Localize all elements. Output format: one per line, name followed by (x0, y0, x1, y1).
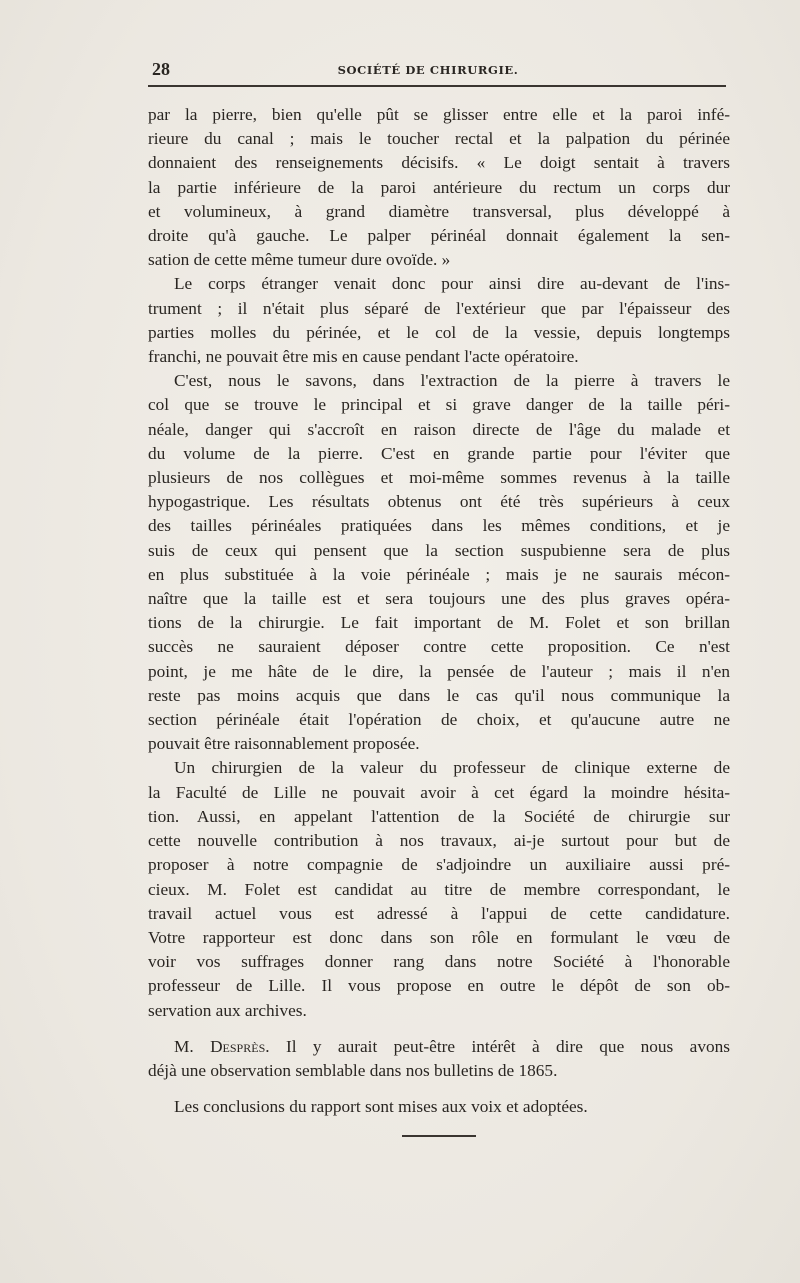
text-line: travail actuel vous est adressé à l'appui de cette candidature. (148, 903, 730, 923)
text-line: tions de la chirurgie. Le fait important de M. Folet et son brillan (148, 613, 730, 633)
text-line: sation de cette même tumeur dure ovoïde. » (148, 250, 451, 270)
remark-text: . Il y aurait peut-être intérêt à dire que nous avons (265, 1036, 730, 1056)
speaker-prefix: M. (174, 1036, 211, 1056)
text-line: cette nouvelle contribution à nos travaux, ai-je surtout pour but de (148, 831, 730, 851)
text-line: hypogastrique. Les résultats obtenus ont été très supérieurs à ceux (148, 492, 730, 512)
paragraph-1 (148, 103, 730, 272)
text-line: Le corps étranger venait donc pour ainsi dire au-devant de l'ins- (174, 274, 730, 294)
text-line: par la pierre, bien qu'elle pût se glisser entre elle et la paroi infé- (148, 105, 730, 124)
despres-remark (148, 1035, 730, 1083)
text-line: proposer à notre compagnie de s'adjoindre un auxiliaire aussi pré- (148, 855, 730, 875)
paragraph-2 (148, 272, 730, 369)
text-line: section périnéale était l'opération de choix, et qu'aucune autre ne (148, 710, 730, 730)
text-line: professeur de Lille. Il vous propose en outre le dépôt de son ob- (148, 976, 730, 996)
text-line: parties molles du périnée, et le col de la vessie, depuis longtemps (148, 322, 730, 342)
text-line: trument ; il n'était plus séparé de l'extérieur que par l'épaisseur des (148, 298, 730, 318)
text-line: voir vos suffrages donner rang dans notre Société à l'honorable (148, 952, 730, 972)
text-line: Les conclusions du rapport sont mises aux voix et adoptées. (174, 1097, 588, 1117)
text-line: néale, danger qui s'accroît en raison directe de l'âge du malade et (148, 419, 730, 439)
text-line: rieure du canal ; mais le toucher rectal et la palpation du périnée (148, 129, 730, 149)
text-line: pouvait être raisonnablement proposée. (148, 734, 420, 754)
text-line: col que se trouve le principal et si grave danger de la taille péri- (148, 395, 730, 415)
running-head: SOCIÉTÉ DE CHIRURGIE. (337, 63, 519, 77)
paragraph-gap (148, 1023, 730, 1035)
text-line: droite qu'à gauche. Le palper périnéal donnait également la sen- (148, 226, 730, 246)
text-line: naître que la taille est et sera toujours une des plus graves opéra- (148, 589, 730, 609)
text-line: et volumineux, à grand diamètre transversal, plus développé à (148, 201, 730, 221)
body-text (148, 103, 730, 1119)
text-line: succès ne sauraient déposer contre cette proposition. Ce n'est (148, 637, 730, 657)
text-line (148, 1035, 730, 1059)
text-line: C'est, nous le savons, dans l'extraction de la pierre à travers le (174, 371, 730, 391)
paragraph-gap (148, 1083, 730, 1095)
paragraph-3 (148, 369, 730, 756)
text-line: déjà une observation semblable dans nos bulletins de 1865. (148, 1060, 558, 1080)
page-number: 28 (152, 59, 170, 79)
text-line: donnaient des renseignements décisifs. « Le doigt sentait à travers (148, 153, 730, 173)
text-line: suis de ceux qui pensent que la section suspubienne sera de plus (148, 540, 730, 560)
text-line: en plus substituée à la voie périnéale ; mais je ne saurais mécon- (148, 564, 730, 584)
text-line: reste pas moins acquis que dans le cas qu'il nous communique la (148, 685, 730, 705)
text-line: la Faculté de Lille ne pouvait avoir à cet égard la moindre hésita- (148, 782, 730, 802)
text-line: du volume de la pierre. C'est en grande partie pour l'éviter que (148, 443, 730, 463)
text-line: Un chirurgien de la valeur du professeur de clinique externe de (174, 758, 730, 778)
text-line: la partie inférieure de la paroi antérieure du rectum un corps dur (148, 177, 730, 197)
text-line: plusieurs de nos collègues et moi-même sommes revenus à la taille (148, 468, 730, 488)
closing-rule (402, 1135, 476, 1137)
speaker-name: Desprès (210, 1036, 266, 1056)
page-header (148, 59, 726, 87)
text-line: servation aux archives. (148, 1000, 307, 1020)
conclusion-paragraph (148, 1095, 730, 1119)
text-line: point, je me hâte de le dire, la pensée de l'auteur ; mais il n'en (148, 661, 730, 681)
text-line: cieux. M. Folet est candidat au titre de membre correspondant, le (148, 879, 730, 899)
text-line: tion. Aussi, en appelant l'attention de la Société de chirurgie sur (148, 806, 730, 826)
text-line: franchi, ne pouvait être mis en cause pendant l'acte opératoire. (148, 347, 579, 367)
paragraph-4 (148, 756, 730, 1022)
text-line: des tailles périnéales pratiquées dans les mêmes conditions, et je (148, 516, 730, 536)
text-line: Votre rapporteur est donc dans son rôle en formulant le vœu de (148, 927, 730, 947)
